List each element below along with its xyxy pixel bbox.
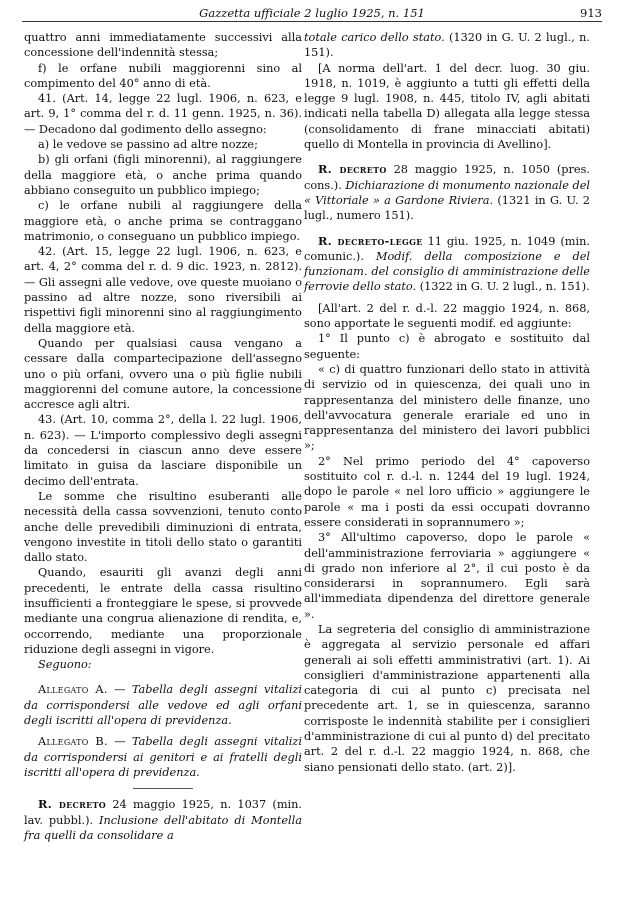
gazette-reference: (1321 in G. U. 2 lugl., numero 151). (304, 193, 590, 223)
allegato-a: Allegato A. — Tabella degli assegni vitalizi da corrispondersi alle vedove ed agli orfani degli iscritti all'opera di previdenza. (24, 683, 303, 728)
paragraph: La segreteria del consiglio di amministrazione è aggregata al servizio personale ed affari generali ai soli effetti amministrativi (art. 1). Ai consiglieri d'amministrazione appartenenti alla categoria di cui al punto c) precisata nel precedente art. 1, se in quiescenza, saranno corrisposte le indennità stabilite per i consiglieri d'amministrazione di cui al punto d) del precitato art. 2 del r. d.-l. 22 maggio 1924, n. 868, che siano pensionati dello stato. (art. 2)]. (304, 622, 590, 774)
header-title: Gazzetta ufficiale 2 luglio 1925, n. 151 (199, 6, 425, 20)
seguono-label: Seguono: (38, 658, 92, 672)
page-number: 913 (580, 6, 602, 20)
paragraph: Quando, esauriti gli avanzi degli anni precedenti, le entrate della cassa risultino insufficienti a fronteggiare le spese, si provvede mediante una congrua alienazione di rendita, e, occorrendo, mediante una proporzionale riduzione degli assegni in vigore. (24, 566, 302, 656)
allegato-a-label: Allegato A. (38, 683, 108, 697)
paragraph: Quando per qualsiasi causa vengano a cessare dalla compartecipazione dell'assegno uno o più orfani, ovvero una o più figlie nubili maggiorenni del comune autore, la concessione accresce agli altri. (24, 336, 302, 412)
paragraph: f) le orfane nubili maggiorenni sino al compimento del 40° anno di età. (24, 61, 302, 90)
paragraph: c) le orfane nubili al raggiungere della maggiore età, o anche prima se contraggano matrimonio, o conseguano un pubblico impiego. (24, 199, 302, 243)
decreto-text: 24 maggio 1925, n. 1037 (min. lav. pubbl.). (24, 798, 303, 827)
paragraph: [All'art. 2 del r. d.-l. 22 maggio 1924, n. 868, sono apportate le seguenti modif. ed aggiunte: (304, 301, 590, 331)
decreto-text: 28 maggio 1925, n. 1050 (pres. cons.). (304, 163, 591, 192)
paragraph (24, 657, 302, 672)
paragraph: 3° All'ultimo capoverso, dopo le parole « dell'amministrazione ferroviaria » aggiungere « di grado non inferiore al 2°, il cui posto è da considerarsi in soprannumero. Egli sarà all'immediata dipendenza del direttore generale ». (304, 531, 590, 621)
paragraph: [A norma dell'art. 1 del decr. luog. 30 giu. 1918, n. 1019, è aggiunto a tutti gli effetti della legge 9 lugl. 1908, n. 445, titolo IV, agli abitati indicati nella tabella D) allegata alla legge stessa (consolidamento di frane minacciati abitati) quello di Montella in provincia di Avellino]. (304, 61, 590, 152)
decreto-legge-entry (304, 234, 590, 295)
decreto-text: 11 giu. 1925, n. 1049 (min. comunic.). (304, 234, 590, 263)
decreto-title: Modif. della composizione e del funzionam. del consiglio di amministrazione delle ferrovie dello stato. (304, 249, 591, 294)
decreto-label: R. decreto (318, 162, 387, 177)
paragraph: 1° Il punto c) è abrogato e sostituito dal seguente: (304, 332, 590, 361)
article-43: 43. (Art. 10, comma 2°, della l. 22 lugl. 1906, n. 623). — L'importo complessivo degli assegni da concedersi in ciascun anno deve essere limitato in guisa da lasciare disponibile un decimo dell'entrata. (24, 413, 302, 488)
separator (133, 788, 193, 789)
allegato-a-text: Tabella degli assegni vitalizi da corrispondersi alle vedove ed agli orfani degli iscritti all'opera di previdenza. (24, 683, 303, 728)
header-rule (22, 21, 602, 22)
paragraph: a) le vedove se passino ad altre nozze; (38, 138, 258, 152)
paragraph: 2° Nel primo periodo del 4° capoverso sostituito col r. d.-l. n. 1244 del 19 lugl. 1924, dopo le parole « nel loro ufficio » aggiungere le parole « ma i posti da essi occupati dovranno essere considerati in soprannumero »; (304, 454, 590, 529)
allegato-b-text: Tabella degli assegni vitalizi da corrispondersi ai genitori e ai fratelli degli iscritti all'opera di previdenza. (24, 735, 302, 779)
decreto-continuation: totale carico dello stato. (304, 31, 445, 44)
paragraph: Le somme che risultino esuberanti alle necessità della cassa sovvenzioni, tenuto conto anche delle prevedibili diminuzioni di entrata, vengono investite in titoli dello stato o garantiti dallo stato. (24, 489, 302, 565)
paragraph: « c) di quattro funzionari dello stato in attività di servizio od in quiescenza, dei quali uno in rappresentanza del ministero delle finanze, uno dell'avvocatura generale erariale ed uno in rappresentanza del ministero dei lavori pubblici »; (304, 362, 590, 453)
article-42: 42. (Art. 15, legge 22 lugl. 1906, n. 623, e art. 4, 2° comma del r. d. 9 dic. 1923, n. 2812). — Gli assegni alle vedove, ove queste muoiano o passino ad altre nozze, sono riversibili ai rispettivi figli minorenni sino al raggiungimento della maggiore età. (24, 245, 302, 335)
left-column (24, 30, 302, 843)
decreto-title: Inclusione dell'abitato di Montella fra quelli da consolidare a (24, 813, 302, 842)
decreto-entry (304, 162, 590, 223)
right-column (304, 30, 590, 775)
allegato-b: Allegato B. — Tabella degli assegni vitalizi da corrispondersi ai genitori e ai fratelli degli iscritti all'opera di previdenza. (24, 735, 302, 779)
decreto-entry (24, 797, 302, 843)
gazette-reference: (1320 in G. U. 2 lugl., n. 151). (304, 31, 591, 60)
paragraph: quattro anni immediatamente successivi alla concessione dell'indennità stessa; (24, 31, 302, 60)
decreto-legge-label: R. decreto-legge (318, 233, 423, 248)
paragraph (304, 30, 590, 61)
decreto-title: Dichiarazione di monumento nazionale del « Vittoriale » a Gardone Riviera. (304, 178, 591, 207)
allegato-b-label: Allegato B. (38, 735, 108, 749)
paragraph: b) gli orfani (figli minorenni), al raggiungere della maggiore età, o anche prima quando abbiano conseguito un pubblico impiego; (24, 153, 302, 197)
article-41: 41. (Art. 14, legge 22 lugl. 1906, n. 623, e art. 9, 1° comma del r. d. 11 genn. 1925, n. 36). — Decadono dal godimento dello assegno: (24, 92, 302, 136)
gazette-reference: (1322 in G. U. 2 lugl., n. 151). (419, 280, 590, 294)
decreto-label: R. decreto (38, 797, 107, 812)
